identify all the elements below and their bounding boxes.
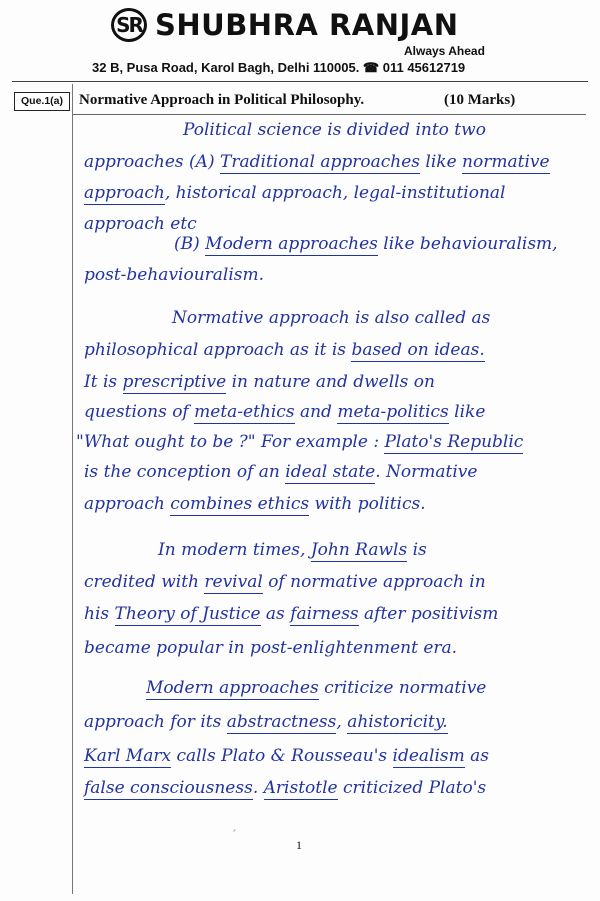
institute-address: 32 B, Pusa Road, Karol Bagh, Delhi 110005. ☎ 011 45612719 xyxy=(92,60,466,75)
answer-line: "What ought to be ?" For example : Plato's Republic xyxy=(76,432,524,452)
answer-line: Karl Marx calls Plato & Rousseau's idealism as xyxy=(84,746,490,766)
answer-line: false consciousness. Aristotle criticized Plato's xyxy=(84,778,487,798)
margin-line xyxy=(72,84,73,894)
answer-line: credited with revival of normative approach in xyxy=(84,572,486,592)
answer-line: approach for its abstractness, ahistoricity. xyxy=(84,712,448,732)
page-number: 1 xyxy=(296,838,302,852)
answer-line: approaches (A) Traditional approaches like normative xyxy=(84,152,550,172)
answer-line: Normative approach is also called as xyxy=(172,308,491,328)
answer-line: approach combines ethics with politics. xyxy=(84,494,426,514)
answer-line: questions of meta-ethics and meta-politics like xyxy=(84,402,486,422)
question-title: Normative Approach in Political Philosophy. xyxy=(79,92,365,108)
answer-line: (B) Modern approaches like behaviouralism, xyxy=(174,234,558,254)
answer-line: post-behaviouralism. xyxy=(84,265,265,285)
answer-line: is the conception of an ideal state. Normative xyxy=(84,462,478,482)
header-divider xyxy=(12,81,588,82)
answer-line: approach, historical approach, legal-institutional xyxy=(84,183,506,203)
answer-line: Political science is divided into two xyxy=(183,120,486,140)
answer-line: philosophical approach as it is based on ideas. xyxy=(84,340,485,360)
logo-mark-icon: SR xyxy=(111,8,147,42)
question-marks: (10 Marks) xyxy=(444,92,516,108)
brand-tagline: Always Ahead xyxy=(404,44,485,58)
brand-name: SHUBHRA RANJAN xyxy=(155,8,459,42)
answer-line: approach etc xyxy=(84,214,197,234)
question-divider xyxy=(72,114,586,115)
answer-line: It is prescriptive in nature and dwells on xyxy=(84,372,435,392)
answer-line: Modern approaches criticize normative xyxy=(146,678,487,698)
question-number-box: Que.1(a) xyxy=(14,92,70,111)
answer-line: his Theory of Justice as fairness after positivism xyxy=(84,604,499,624)
institute-logo xyxy=(103,6,463,46)
answer-line: In modern times, John Rawls is xyxy=(158,540,427,560)
answer-line: became popular in post-enlightenment era. xyxy=(84,638,458,658)
pen-mark: ′ xyxy=(233,828,237,844)
